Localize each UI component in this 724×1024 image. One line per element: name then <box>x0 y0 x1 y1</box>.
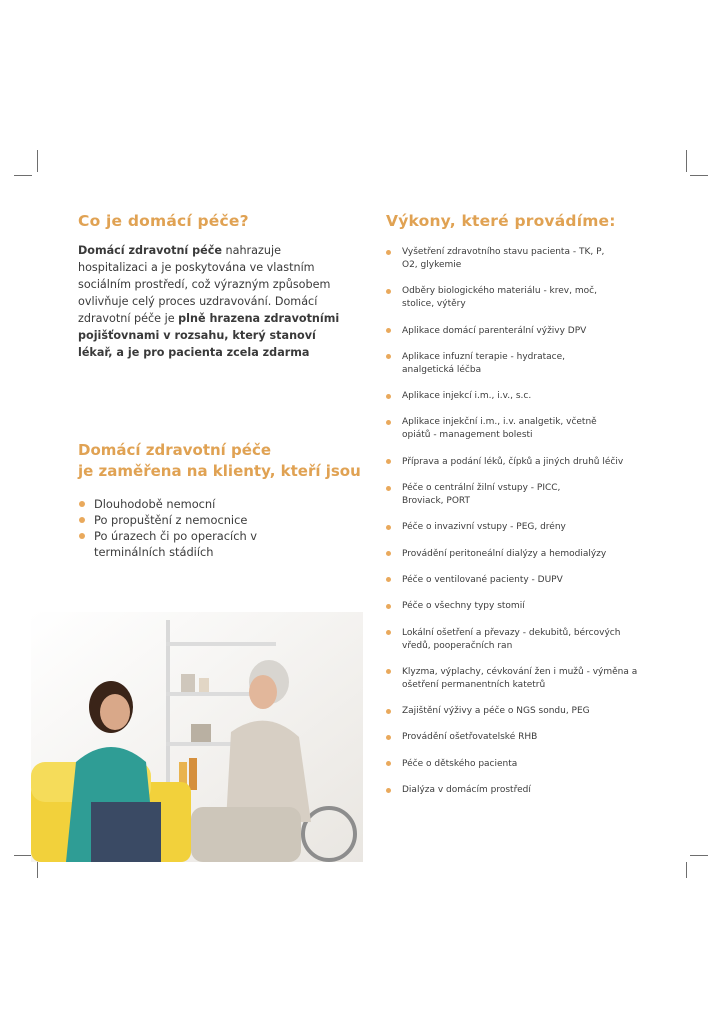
list-item: Provádění ošetřovatelské RHB <box>386 731 676 744</box>
photo-illustration <box>31 612 363 862</box>
intro-text: nahrazuje hospitalizaci a je poskytována ve vlastním sociálním prostředí, což výrazným způsobem ovlivňuje celý proces uzdravování. Domácí zdravotní péče je <box>78 244 331 325</box>
crop-mark <box>690 175 708 176</box>
list-item: Péče o ventilované pacienty - DUPV <box>386 574 676 587</box>
clients-title <box>78 440 368 482</box>
services-title: Výkony, které provádíme: <box>386 212 616 230</box>
crop-mark <box>690 855 708 856</box>
crop-mark <box>686 150 687 172</box>
crop-mark <box>37 150 38 172</box>
list-item: Péče o všechny typy stomií <box>386 600 676 613</box>
list-item: Provádění peritoneální dialýzy a hemodialýzy <box>386 548 676 561</box>
clients-section <box>78 440 368 560</box>
services-section <box>386 212 676 810</box>
nurse-patient-photo <box>31 612 363 862</box>
services-list <box>386 246 676 797</box>
list-item: Dialýza v domácím prostředí <box>386 784 676 797</box>
list-item: Péče o dětského pacienta <box>386 758 676 771</box>
crop-mark <box>37 862 38 878</box>
clients-title-line1: Domácí zdravotní péče <box>78 441 272 459</box>
list-item: Péče o centrální žilní vstupy - PICC, Broviack, PORT <box>386 482 597 508</box>
list-item: Lokální ošetření a převazy - dekubitů, bércových vředů, pooperačních ran <box>386 627 647 653</box>
list-item: Příprava a podání léků, čípků a jiných druhů léčiv <box>386 456 676 469</box>
list-item: Aplikace infuzní terapie - hydratace, analgetická léčba <box>386 351 592 377</box>
clients-title-line2: je zaměřena na klienty, kteří jsou <box>78 462 361 480</box>
intro-title: Co je domácí péče? <box>78 212 249 230</box>
list-item: Odběry biologického materiálu - krev, moč, stolice, výtěry <box>386 285 607 311</box>
list-item: Vyšetření zdravotního stavu pacienta - TK, P, O2, glykemie <box>386 246 607 272</box>
intro-paragraph <box>78 242 348 361</box>
list-item: Po úrazech či po operacích v terminálních stádiích <box>78 528 264 560</box>
intro-bold-1: Domácí zdravotní péče <box>78 244 222 257</box>
list-item: Aplikace injekcí i.m., i.v., s.c. <box>386 390 676 403</box>
intro-section <box>78 212 348 372</box>
list-item: Po propuštění z nemocnice <box>78 512 368 528</box>
crop-mark <box>14 175 32 176</box>
crop-mark <box>686 862 687 878</box>
list-item: Aplikace injekční i.m., i.v. analgetik, včetně opiátů - management bolesti <box>386 416 617 442</box>
list-item: Zajištění výživy a péče o NGS sondu, PEG <box>386 705 676 718</box>
list-item: Klyzma, výplachy, cévkování žen i mužů - výměna a ošetření permanentních katetrů <box>386 666 657 692</box>
list-item: Aplikace domácí parenterální výživy DPV <box>386 325 676 338</box>
list-item: Dlouhodobě nemocní <box>78 496 368 512</box>
crop-mark <box>14 855 32 856</box>
intro-bold-2: plně hrazena zdravotními pojišťovnami v rozsahu, který stanoví lékař, a je pro pacienta zcela zdarma <box>78 312 340 359</box>
clients-list <box>78 496 368 560</box>
list-item: Péče o invazivní vstupy - PEG, drény <box>386 521 676 534</box>
